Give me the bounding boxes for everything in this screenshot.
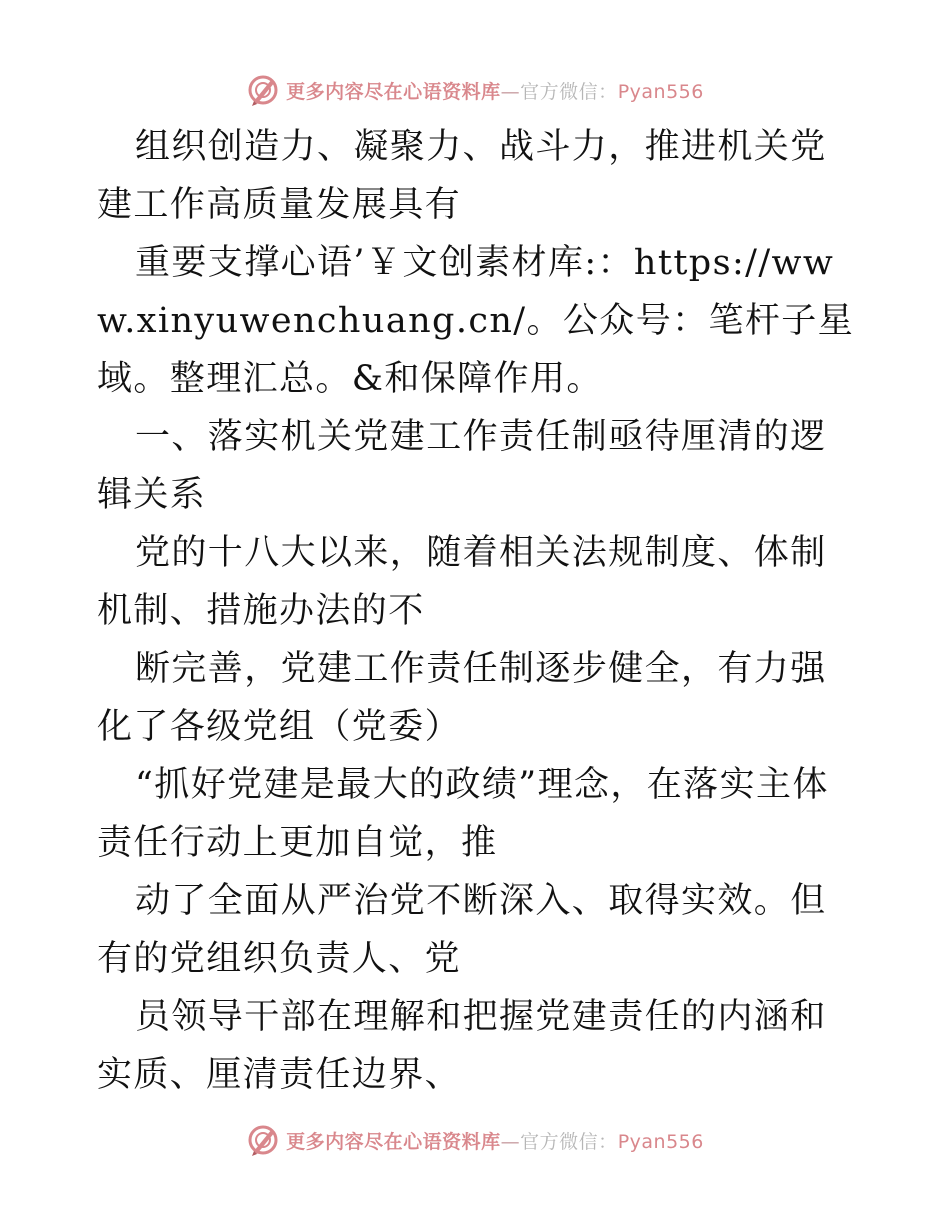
banner-text bbox=[286, 77, 704, 104]
banner-inner bbox=[246, 1123, 704, 1157]
banner-main-text: 更多内容尽在心语资料库 bbox=[286, 1130, 501, 1153]
banner-main-text: 更多内容尽在心语资料库 bbox=[286, 80, 501, 103]
banner-wechat-label: 官方微信： bbox=[520, 1130, 618, 1153]
banner-text bbox=[286, 1127, 704, 1154]
banner-separator: — bbox=[500, 80, 521, 103]
footer-watermark-banner bbox=[0, 1120, 950, 1160]
paragraph: 断完善，党建工作责任制逐步健全，有力强化了各级党组（党委） bbox=[97, 649, 827, 747]
banner-separator: — bbox=[500, 1130, 521, 1153]
paragraph: 组织创造力、凝聚力、战斗力，推进机关党建工作高质量发展具有 bbox=[97, 127, 827, 225]
banner-inner bbox=[246, 73, 704, 107]
paragraph: “抓好党建是最大的政绩”理念，在落实主体责任行动上更加自觉，推 bbox=[97, 765, 829, 863]
paragraph: 员领导干部在理解和把握党建责任的内涵和实质、厘清责任边界、 bbox=[97, 997, 827, 1095]
header-watermark-banner bbox=[0, 70, 950, 110]
pen-circle-logo-icon bbox=[246, 73, 280, 107]
banner-wechat-id: Pyan556 bbox=[617, 80, 704, 103]
paragraph: 党的十八大以来，随着相关法规制度、体制机制、措施办法的不 bbox=[97, 533, 827, 631]
paragraph: 动了全面从严治党不断深入、取得实效。但有的党组织负责人、党 bbox=[97, 881, 827, 979]
paragraph: 重要支撑心语’￥文创素材库:：https://www.xinyuwenchuang.cn/。公众号：笔杆子星域。整理汇总。&和保障作用。 bbox=[97, 243, 855, 399]
banner-wechat-id: Pyan556 bbox=[617, 1130, 704, 1153]
banner-wechat-label: 官方微信： bbox=[520, 80, 618, 103]
section-heading: 一、落实机关党建工作责任制亟待厘清的逻辑关系 bbox=[97, 417, 827, 515]
document-body bbox=[97, 118, 857, 1104]
pen-circle-logo-icon bbox=[246, 1123, 280, 1157]
